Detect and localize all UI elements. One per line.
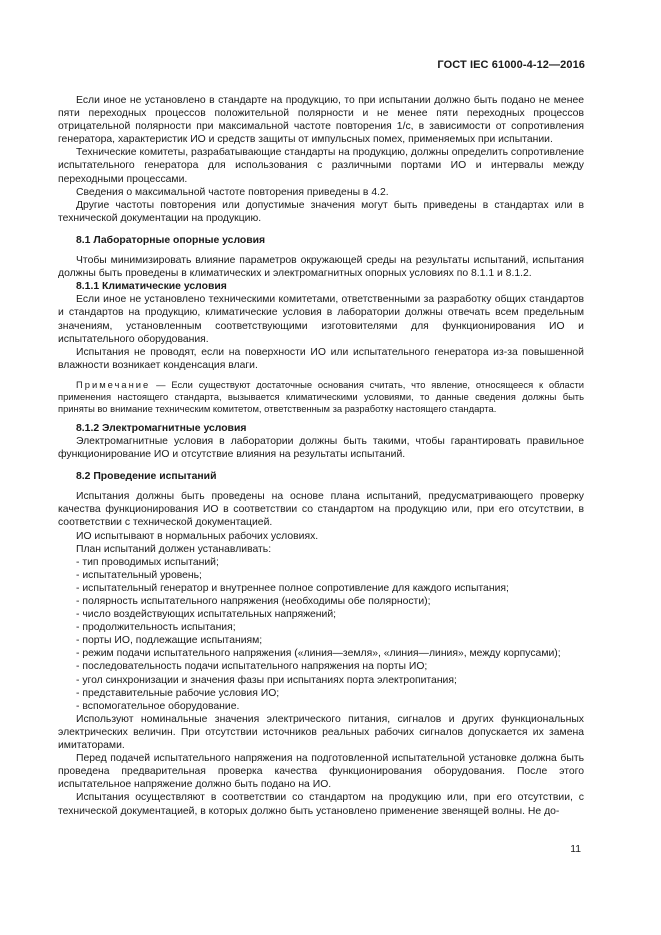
section-heading-8-1: 8.1 Лабораторные опорные условия [76,234,266,246]
list-item: - испытательный генератор и внутреннее полное сопротивление для каждого испытания; [76,582,509,594]
list-item: - число воздействующих испытательных напряжений; [76,609,337,621]
list-item: - угол синхронизации и значения фазы при испытаниях порта электропитания; [76,674,457,686]
paragraph: Испытания должны быть проведены на основе плана испытаний, предусматривающего проверку качества функционирования ИО в соответствии со стандартом на продукцию или, при его отсутствии, в соответствии с технической документацией. [58,491,584,529]
list-item: - полярность испытательного напряжения (необходимы обе полярности); [76,596,431,607]
paragraph: Электромагнитные условия в лаборатории должны быть такими, чтобы гарантировать правильное функционирование ИО и отсутствие влияния на результаты испытаний. [58,435,584,461]
list-item: - последовательность подачи испытательного напряжения на порты ИО; [76,661,428,673]
list-item: - тип проводимых испытаний; [76,556,219,568]
paragraph: План испытаний должен устанавливать: [76,543,272,555]
paragraph: Если иное не установлено техническими комитетами, ответственными за разработку общих стандартов и стандартов на продукцию, климатические условия в лаборатории должны отвечать всем предельным значениям, установленным соответствующими изготовителями для функционирования ИО и испытательного оборудования. [58,294,584,345]
paragraph: Испытания не проводят, если на поверхности ИО или испытательного генератора из-за повышенной влажности возникает конденсация влаги. [58,346,584,371]
list-item: - порты ИО, подлежащие испытаниям; [76,635,263,647]
section-heading-8-2: 8.2 Проведение испытаний [76,471,217,483]
note [58,379,584,415]
paragraph: Чтобы минимизировать влияние параметров окружающей среды на результаты испытаний, испытания должны быть проведены в климатических и электромагнитных опорных условиях по 8.1.1 и 8.1.2. [58,255,584,280]
list-item: - режим подачи испытательного напряжения («линия—земля», «линия—линия», между корпусами); [76,648,561,660]
paragraph: Технические комитеты, разрабатывающие стандарты на продукцию, должны определить сопротивление испытательного генератора для использования с различными портами ИО и интервалы между переходными процессами. [58,147,584,185]
standard-designation: ГОСТ IEC 61000-4-12—2016 [437,59,585,71]
paragraph: ИО испытывают в нормальных рабочих условиях. [76,530,319,542]
paragraph: Перед подачей испытательного напряжения на подготовленной испытательной установке должна быть проведена предварительная проверка качества функционирования оборудования. После этого испытательное напряжение должно быть подано на ИО. [58,753,584,791]
paragraph: Испытания осуществляют в соответствии со стандартом на продукцию или, при его отсутствии, с технической документацией, в которых должно быть установлено применение звенящей волны. Не до- [58,792,584,817]
list-item: - вспомогательное оборудование. [76,700,240,712]
paragraph: Если иное не установлено в стандарте на продукцию, то при испытании должно быть подано не менее пяти переходных процессов положительной полярности и не менее пяти переходных процессов отрицательной полярности при максимальной частоте повторения 1/с, в зависимости от сопротивления генератора, характеристик ИО и средств защиты от импульсных помех, применяемых при испытании. [58,95,584,146]
section-heading-8-1-1: 8.1.1 Климатические условия [76,281,227,293]
page-content [58,94,584,818]
list-item: - испытательный уровень; [76,569,202,581]
note-text: — Если существуют достаточные основания считать, что явление, относящееся к области применения настоящего стандарта, вызывается климатическими условиями, то данные сведения должны быть приняты во внимание техническим комитетом, ответственным за разработку настоящего стандарта. [58,378,584,414]
list-item: - представительные рабочие условия ИО; [76,687,280,699]
paragraph: Используют номинальные значения электрического питания, сигналов и других функциональных электрических величин. При отсутствии источников реальных рабочих сигналов допускается их замена имитаторами. [58,713,584,752]
paragraph: Другие частоты повторения или допустимые значения могут быть приведены в стандартах или в технической документации на продукцию. [58,199,584,224]
section-heading-8-1-2: 8.1.2 Электромагнитные условия [76,422,247,434]
page-number: 11 [570,844,581,855]
list-item: - продолжительность испытания; [76,622,236,634]
paragraph: Сведения о максимальной частоте повторения приведены в 4.2. [76,186,389,198]
note-label: Примечание [76,378,151,390]
